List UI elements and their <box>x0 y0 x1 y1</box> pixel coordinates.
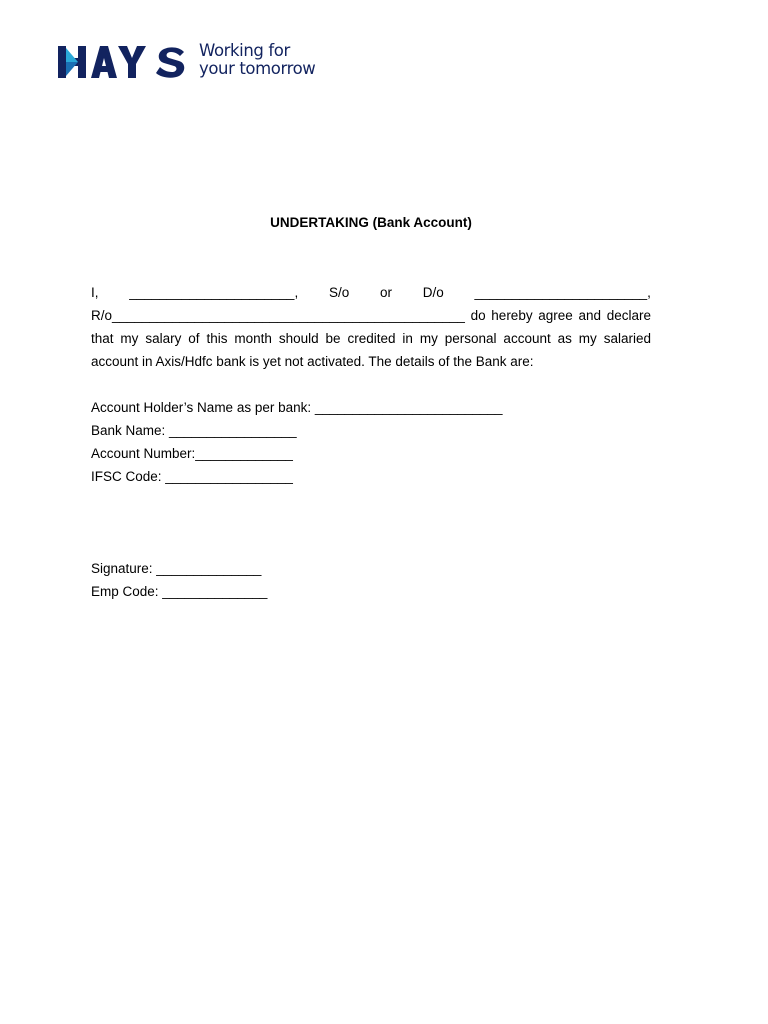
paragraph-line-4: account in Axis/Hdfc bank is yet not activated. The details of the Bank are: <box>91 354 534 369</box>
para-token: _______________________, <box>474 285 651 300</box>
signature-field: Signature: ______________ <box>91 561 262 576</box>
ifsc-code-field: IFSC Code: _________________ <box>91 469 293 484</box>
tagline-line2: your tomorrow <box>199 59 316 78</box>
tagline-line1: Working for <box>199 41 290 60</box>
document-title: UNDERTAKING (Bank Account) <box>270 215 472 230</box>
para-token: do <box>470 308 486 323</box>
account-holder-name-field: Account Holder’s Name as per bank: _________________________ <box>91 400 503 415</box>
paragraph-line-3: that my salary of this month should be credited in my personal account as my salaried <box>91 331 651 346</box>
bank-name-field: Bank Name: _________________ <box>91 423 297 438</box>
para-token: R/o_______________________________________________ <box>91 308 465 323</box>
para-token: declare <box>606 308 651 323</box>
para-token: or <box>379 285 392 300</box>
hays-wordmark-icon <box>58 46 188 78</box>
para-token: hereby <box>491 308 533 323</box>
paragraph-line-2 <box>91 308 651 324</box>
para-token: ______________________, <box>129 285 299 300</box>
para-token: S/o <box>328 285 350 300</box>
paragraph-line-1 <box>91 285 651 301</box>
para-token: and <box>578 308 602 323</box>
logo-tagline <box>199 42 315 78</box>
para-token: D/o <box>422 285 444 300</box>
emp-code-field: Emp Code: ______________ <box>91 584 268 599</box>
account-number-field: Account Number:_____________ <box>91 446 293 461</box>
para-token: agree <box>538 308 573 323</box>
para-token: I, <box>91 285 99 300</box>
